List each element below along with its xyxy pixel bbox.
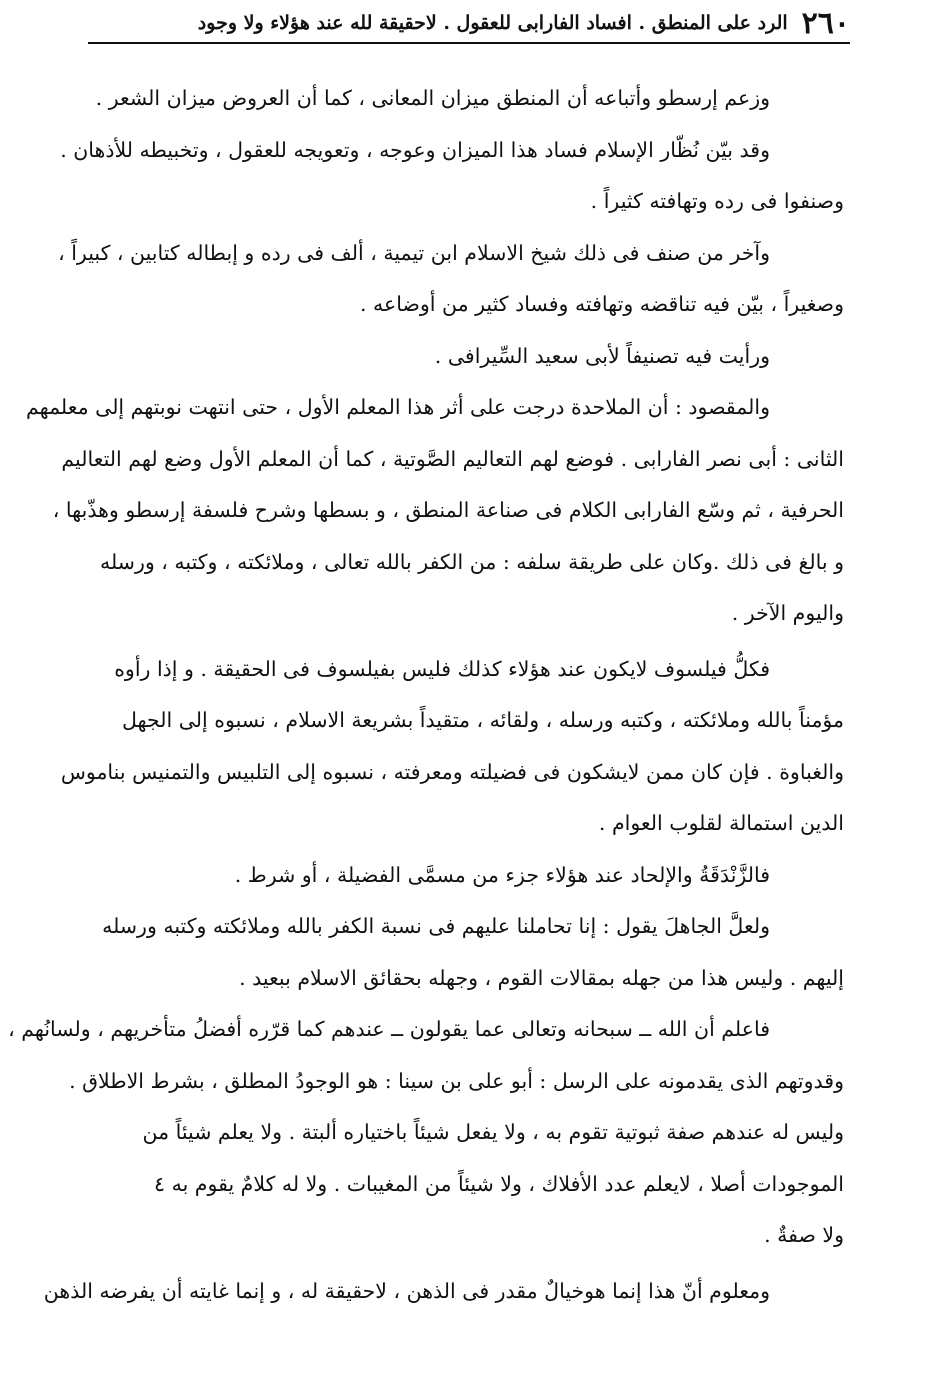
text-line: الحرفية ، ثم وسّع الفارابى الكلام فى صناعة المنطق ، و بسطها وشرح فلسفة إرسطو وهذّبها ، — [52, 498, 844, 522]
text-line: الثانى : أبى نصر الفارابى . فوضع لهم التعاليم الصَّوتية ، كما أن المعلم الأول وضع لهم التعاليم — [61, 446, 844, 471]
page-body — [8, 78, 844, 1322]
text-line: وليس له عندهم صفة ثبوتية تقوم به ، ولا يفعل شيئاً باختياره ألبتة . ولا يعلم شيئاً من — [142, 1120, 844, 1144]
text-line: الموجودات أصلا ، لايعلم عدد الأفلاك ، ولا شيئاً من المغيبات . ولا له كلامٌ يقوم به ٤ — [154, 1171, 844, 1196]
text-line: واليوم الآخر . — [731, 601, 844, 625]
text-line: وزعم إرسطو وأتباعه أن المنطق ميزان المعانى ، كما أن العروض ميزان الشعر . — [95, 86, 770, 110]
text-line: فالزَّنْدَقَةُ والإلحاد عند هؤلاء جزء من مسمَّى الفضيلة ، أو شرط . — [234, 862, 770, 887]
text-line: و بالغ فى ذلك .وكان على طريقة سلفه : من الكفر بالله تعالى ، وملائكته ، وكتبه ، ورسله — [100, 549, 844, 574]
text-line: إليهم . وليس هذا من جهله بمقالات القوم ، وجهله بحقائق الاسلام ببعيد . — [239, 965, 844, 990]
page-number: ٢٦٠ — [801, 5, 850, 41]
text-line: ولعلَّ الجاهلَ يقول : إنا تحاملنا عليهم فى نسبة الكفر بالله وملائكته وكتبه ورسله — [102, 914, 770, 938]
text-line: الدين استمالة لقلوب العوام . — [598, 811, 844, 835]
text-line: ورأيت فيه تصنيفاً لأبى سعيد السِّيرافى . — [434, 343, 770, 368]
running-title: الرد على المنطق . افساد الفارابى للعقول . لاحقيقة لله عند هؤلاء ولا وجود — [197, 12, 788, 34]
header-rule — [88, 42, 850, 44]
text-line: وصنفوا فى رده وتهافته كثيراً . — [590, 189, 844, 213]
text-line: والمقصود : أن الملاحدة درجت على أثر هذا المعلم الأول ، حتى انتهت نوبتهم إلى معلمهم — [25, 395, 770, 419]
text-line: وصغيراً ، بيّن فيه تناقضه وتهافته وفساد كثير من أوضاعه . — [359, 292, 844, 316]
text-line: وقدوتهم الذى يقدمونه على الرسل : أبو على بن سينا : هو الوجودُ المطلق ، بشرط الاطلاق . — [69, 1068, 844, 1093]
running-header — [70, 6, 850, 40]
text-line: فاعلم أن الله ــ سبحانه وتعالى عما يقولون ــ عندهم كما قرّره أفضلُ متأخريهم ، ولسانُهم ، — [8, 1017, 770, 1041]
text-line: وقد بيّن نُظّار الإسلام فساد هذا الميزان وعوجه ، وتعويجه للعقول ، وتخبيطه للأذهان . — [60, 137, 770, 162]
text-line: مؤمناً بالله وملائكته ، وكتبه ورسله ، ولقائه ، متقيداً بشريعة الاسلام ، نسبوه إلى الجهل — [122, 708, 844, 732]
text-line: ومعلوم أنّ هذا إنما هوخيالٌ مقدر فى الذهن ، لاحقيقة له ، و إنما غايته أن يفرضه الذهن — [43, 1278, 770, 1303]
text-line: وآخر من صنف فى ذلك شيخ الاسلام ابن تيمية ، ألف فى رده و إبطاله كتابين ، كبيراً ، — [58, 240, 770, 265]
text-line: فكلُّ فيلسوف لايكون عند هؤلاء كذلك فليس بفيلسوف فى الحقيقة . و إذا رأوه — [114, 656, 770, 681]
text-line: ولا صفةٌ . — [764, 1223, 844, 1247]
text-line: والغباوة . فإن كان ممن لايشكون فى فضيلته ومعرفته ، نسبوه إلى التلبيس والتمنيس بناموس — [60, 759, 844, 784]
